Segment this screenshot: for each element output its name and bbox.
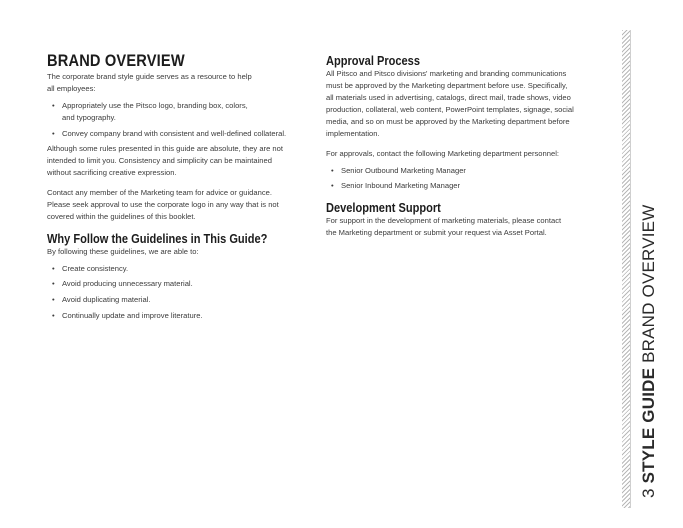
intro-bullet-2 [52,128,287,140]
approval-line-6: implementation. [326,129,380,138]
intro-bullet-1-line-2: and typography. [62,113,116,122]
approval-heading: Approval Process [326,53,420,68]
intro-bullet-1-cont [62,112,116,124]
bullet-dot: • [52,101,55,110]
section-name-label: BRAND OVERVIEW [639,204,658,363]
intro-bullet-1-line-1: Appropriately use the Pitsco logo, branding box, colors, [62,101,248,110]
contact-bullet-2 [331,180,461,192]
dev-heading: Development Support [326,200,441,215]
intro-line-2: all employees: [47,84,96,93]
section-guide-label: STYLE GUIDE [639,367,658,484]
para2-line-3: covered within the guidelines of this booklet. [47,212,196,221]
why-bullet-2-text: Avoid producing unnecessary material. [62,279,193,288]
side-section-label [639,205,659,498]
para1-line-3: without sacrificing creative expression. [47,168,177,177]
bullet-dot: • [331,181,334,190]
why-bullet-2 [52,278,193,290]
side-hatch-band [622,30,630,508]
bullet-dot: • [52,311,55,320]
para2-line-1: Contact any member of the Marketing team for advice or guidance. [47,188,272,197]
intro-bullet-1 [52,100,248,112]
why-bullet-1-text: Create consistency. [62,264,129,273]
why-bullet-3-text: Avoid duplicating material. [62,295,151,304]
para2-line-2: Please seek approval to use the corporate logo in any way that is not [47,200,279,209]
bullet-dot: • [52,129,55,138]
side-divider [630,30,631,508]
bullet-dot: • [52,295,55,304]
approval-line-3: all materials used in advertising, catalogs, direct mail, trade shows, video [326,93,571,102]
intro-line-1: The corporate brand style guide serves as a resource to help [47,72,252,81]
contact-bullet-1-text: Senior Outbound Marketing Manager [341,166,466,175]
contact-bullet-1 [331,165,466,177]
dev-line-2: the Marketing department or submit your request via Asset Portal. [326,228,547,237]
para1-line-1: Although some rules presented in this guide are absolute, they are not [47,144,283,153]
why-intro: By following these guidelines, we are able to: [47,247,199,256]
why-bullet-1 [52,263,129,275]
bullet-dot: • [52,264,55,273]
bullet-dot: • [331,166,334,175]
contact-bullet-2-text: Senior Inbound Marketing Manager [341,181,461,190]
para1-line-2: intended to limit you. Consistency and simplicity can be maintained [47,156,272,165]
page-title: BRAND OVERVIEW [47,51,185,70]
approval-line-1: All Pitsco and Pitsco divisions' marketing and branding communications [326,69,567,78]
section-number: 3 [639,488,658,498]
approval-line-4: production, collateral, web content, PowerPoint templates, signage, social [326,105,574,114]
why-bullet-4 [52,310,203,322]
intro-bullet-2-line-1: Convey company brand with consistent and well-defined collateral. [62,129,287,138]
approval-line-2: must be approved by the Marketing department before use. Specifically, [326,81,568,90]
bullet-dot: • [52,279,55,288]
why-heading: Why Follow the Guidelines in This Guide? [47,231,268,246]
why-bullet-4-text: Continually update and improve literature. [62,311,203,320]
dev-line-1: For support in the development of marketing materials, please contact [326,216,562,225]
contact-intro: For approvals, contact the following Marketing department personnel: [326,149,559,158]
approval-line-5: media, and so on must be approved by the Marketing department before [326,117,570,126]
why-bullet-3 [52,294,151,306]
